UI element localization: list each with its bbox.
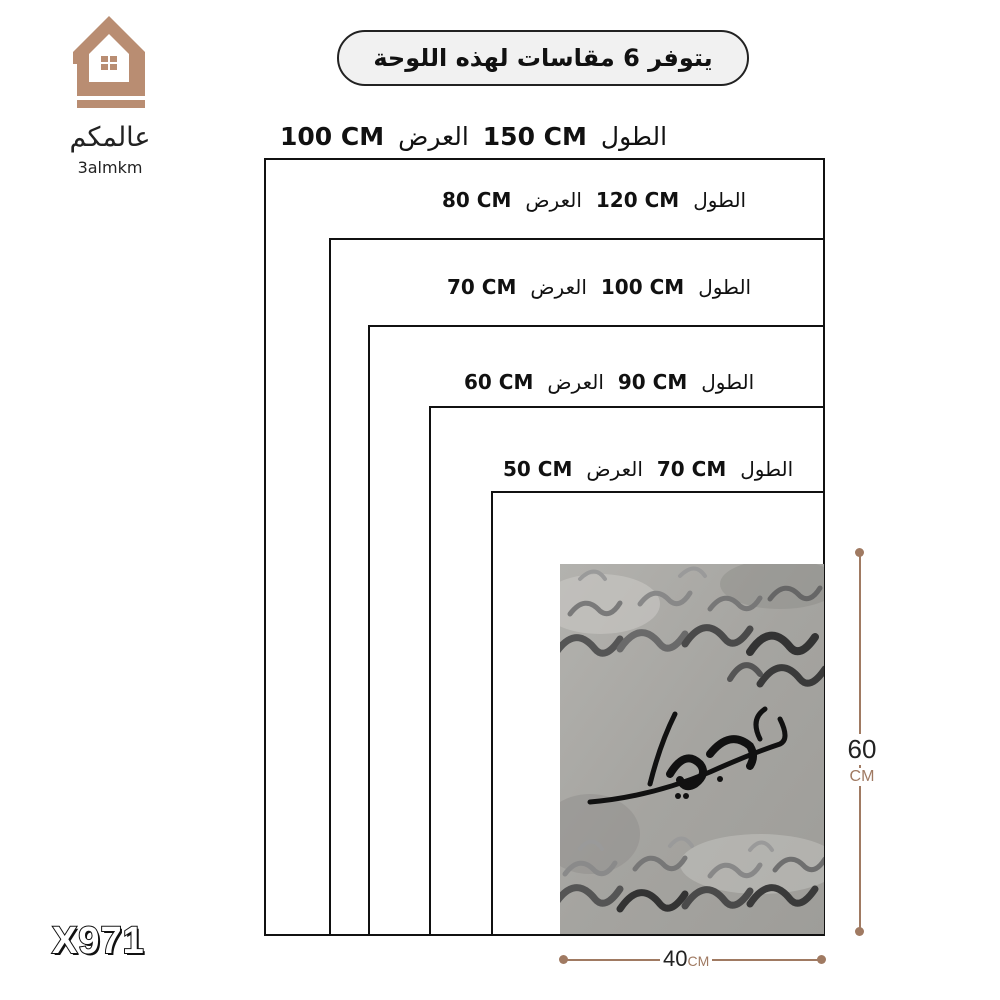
brand-logo (55, 12, 165, 177)
dimension-endpoint (817, 955, 826, 964)
header-title: يتوفر 6 مقاسات لهذه اللوحة (337, 30, 749, 86)
length-value: 120 CM (595, 188, 680, 212)
width-value: 70 CM (447, 275, 517, 299)
length-word: الطول (698, 275, 752, 299)
height-value: 60 (842, 734, 882, 765)
width-value: 80 CM (442, 188, 512, 212)
width-word: العرض (398, 122, 469, 151)
dimension-endpoint (559, 955, 568, 964)
width-word: العرض (525, 188, 582, 212)
logo-arabic-text: عالمكم (69, 122, 151, 153)
length-value: 100 CM (600, 275, 685, 299)
width-dimension-label (660, 946, 712, 972)
length-value: 70 CM (656, 457, 727, 481)
dimension-endpoint (855, 548, 864, 557)
length-word: الطول (600, 122, 668, 151)
length-word: الطول (740, 457, 794, 481)
width-word: العرض (547, 370, 604, 394)
width-value: 100 CM (280, 122, 385, 151)
artwork-image (560, 564, 824, 934)
dimension-endpoint (855, 927, 864, 936)
width-word: العرض (586, 457, 643, 481)
width-word: العرض (530, 275, 587, 299)
size-label-70 (503, 457, 793, 481)
height-unit: CM (842, 768, 882, 786)
calligraphy-artwork (560, 564, 824, 934)
logo-latin-text: 3almkm (77, 158, 143, 177)
width-value: 50 CM (503, 457, 573, 481)
length-value: 90 CM (617, 370, 688, 394)
size-label-150 (280, 122, 667, 151)
width-unit: CM (687, 953, 710, 969)
length-value: 150 CM (482, 122, 587, 151)
length-word: الطول (701, 370, 755, 394)
length-word: الطول (693, 188, 747, 212)
product-code: X971 (52, 920, 145, 962)
size-label-90 (464, 370, 754, 394)
size-label-100 (447, 275, 751, 299)
width-value: 40 (663, 946, 688, 971)
width-value: 60 CM (464, 370, 534, 394)
size-label-120 (442, 188, 746, 212)
house-icon (69, 12, 149, 112)
